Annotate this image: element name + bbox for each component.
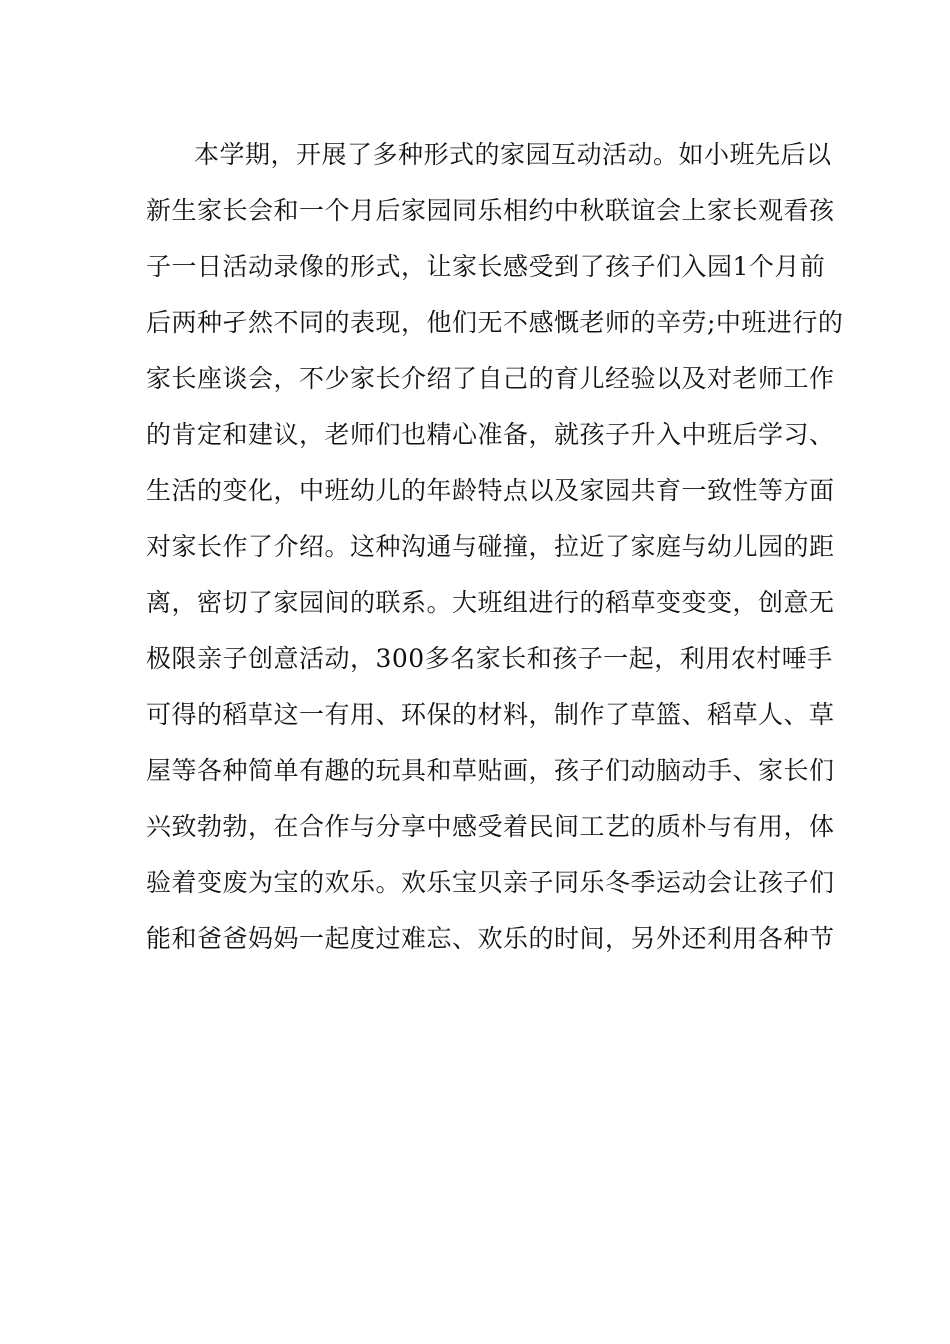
text-line: 本学期，开展了多种形式的家园互动活动。如小班先后以 — [194, 140, 832, 169]
text-line: 验着变废为宝的欢乐。欢乐宝贝亲子同乐冬季运动会让孩子们 — [146, 868, 835, 897]
text-line: 后两种孑然不同的表现，他们无不感慨老师的辛劳;中班进行的 — [146, 308, 844, 337]
text-line: 兴致勃勃，在合作与分享中感受着民间工艺的质朴与有用，体 — [146, 812, 835, 841]
text-line: 屋等各种简单有趣的玩具和草贴画，孩子们动脑动手、家长们 — [146, 756, 835, 785]
text-line: 极限亲子创意活动，300多名家长和孩子一起，利用农村唾手 — [146, 644, 833, 673]
text-line: 可得的稻草这一有用、环保的材料，制作了草篮、稻草人、草 — [146, 700, 835, 729]
text-line: 家长座谈会，不少家长介绍了自己的育儿经验以及对老师工作 — [146, 364, 835, 393]
text-line: 新生家长会和一个月后家园同乐相约中秋联谊会上家长观看孩 — [146, 196, 835, 225]
text-line: 生活的变化，中班幼儿的年龄特点以及家园共育一致性等方面 — [146, 476, 835, 505]
text-line: 的肯定和建议，老师们也精心准备，就孩子升入中班后学习、 — [146, 420, 835, 449]
text-line: 子一日活动录像的形式，让家长感受到了孩子们入园1个月前 — [146, 252, 826, 281]
text-line: 离，密切了家园间的联系。大班组进行的稻草变变变，创意无 — [146, 588, 835, 617]
paragraph — [146, 135, 844, 975]
text-line: 对家长作了介绍。这种沟通与碰撞，拉近了家庭与幼儿园的距 — [146, 532, 835, 561]
text-line: 能和爸爸妈妈一起度过难忘、欢乐的时间，另外还利用各种节 — [146, 924, 835, 953]
